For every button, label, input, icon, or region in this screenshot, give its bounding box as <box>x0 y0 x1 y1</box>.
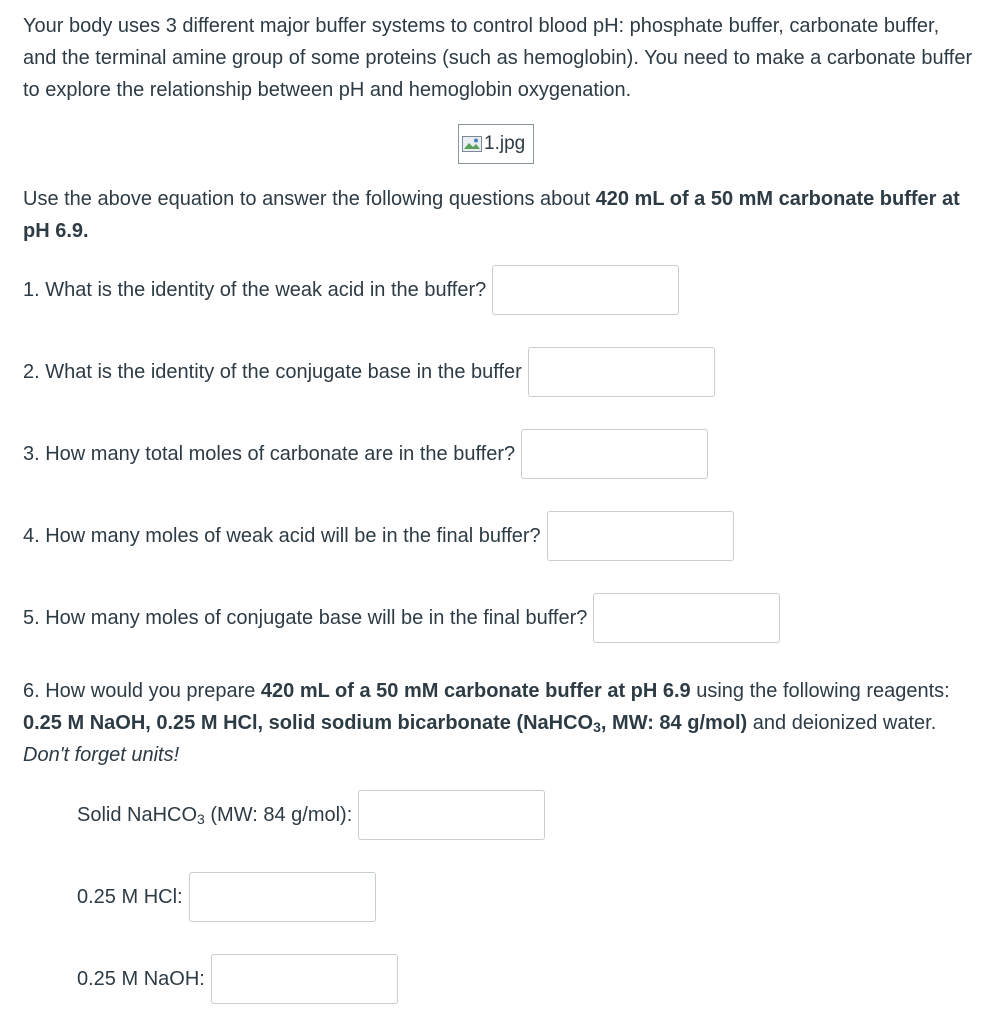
q6-text-1: 6. How would you prepare <box>23 680 261 702</box>
nahco3-label-post: (MW: 84 g/mol): <box>204 803 353 826</box>
q6-bold-2b: , MW: 84 g/mol) <box>600 712 748 734</box>
prompt-lead: Use the above equation to answer the following questions about <box>23 188 596 210</box>
intro-paragraph: Your body uses 3 different major buffer systems to control blood pH: phosphate buffer, carbonate buffer, and the terminal amine group of some proteins (such as hemoglobin). You need to make a carbonate buffer to explore the relationship between pH and hemoglobin oxygenation. <box>23 15 973 101</box>
hcl-row <box>77 872 376 922</box>
question-1 <box>23 265 679 315</box>
nahco3-label <box>77 804 352 827</box>
broken-image <box>458 124 534 164</box>
question-4 <box>23 511 734 561</box>
question-2 <box>23 347 715 397</box>
question-4-label: 4. How many moles of weak acid will be in the final buffer? <box>23 524 541 547</box>
nahco3-row <box>77 790 545 840</box>
broken-image-icon <box>462 136 482 152</box>
question-5 <box>23 593 780 643</box>
hcl-label: 0.25 M HCl: <box>77 885 183 908</box>
naoh-label: 0.25 M NaOH: <box>77 967 205 990</box>
question-1-answer-input[interactable] <box>492 265 679 315</box>
nahco3-label-sub: 3 <box>197 810 205 827</box>
question-2-label: 2. What is the identity of the conjugate base in the buffer <box>23 360 522 383</box>
question-1-label: 1. What is the identity of the weak acid in the buffer? <box>23 278 487 301</box>
question-2-answer-input[interactable] <box>528 347 715 397</box>
q6-text-3: and deionized water. <box>747 712 937 734</box>
naoh-answer-input[interactable] <box>211 954 398 1004</box>
q6-bold-1: 420 mL of a 50 mM carbonate buffer at pH 6.9 <box>260 680 691 702</box>
hcl-answer-input[interactable] <box>189 872 376 922</box>
q6-bold-2-sub: 3 <box>593 719 601 735</box>
image-alt-text: 1.jpg <box>484 133 526 154</box>
nahco3-label-pre: Solid NaHCO <box>77 803 198 826</box>
question-5-label: 5. How many moles of conjugate base will be in the final buffer? <box>23 606 588 629</box>
q6-text-2: using the following reagents: <box>690 680 950 702</box>
prompt-paragraph <box>23 183 973 247</box>
question-3-answer-input[interactable] <box>521 429 708 479</box>
question-3 <box>23 429 708 479</box>
nahco3-answer-input[interactable] <box>358 790 545 840</box>
question-6-paragraph <box>23 675 973 771</box>
q6-italic: Don't forget units! <box>23 744 180 766</box>
question-5-answer-input[interactable] <box>593 593 780 643</box>
prompt-bold: 420 mL of a 50 mM carbonate buffer at pH 6.9. <box>23 188 960 242</box>
question-3-label: 3. How many total moles of carbonate are in the buffer? <box>23 442 516 465</box>
q6-bold-2a: 0.25 M NaOH, 0.25 M HCl, solid sodium bicarbonate (NaHCO <box>23 712 594 734</box>
question-4-answer-input[interactable] <box>547 511 734 561</box>
naoh-row <box>77 954 398 1004</box>
